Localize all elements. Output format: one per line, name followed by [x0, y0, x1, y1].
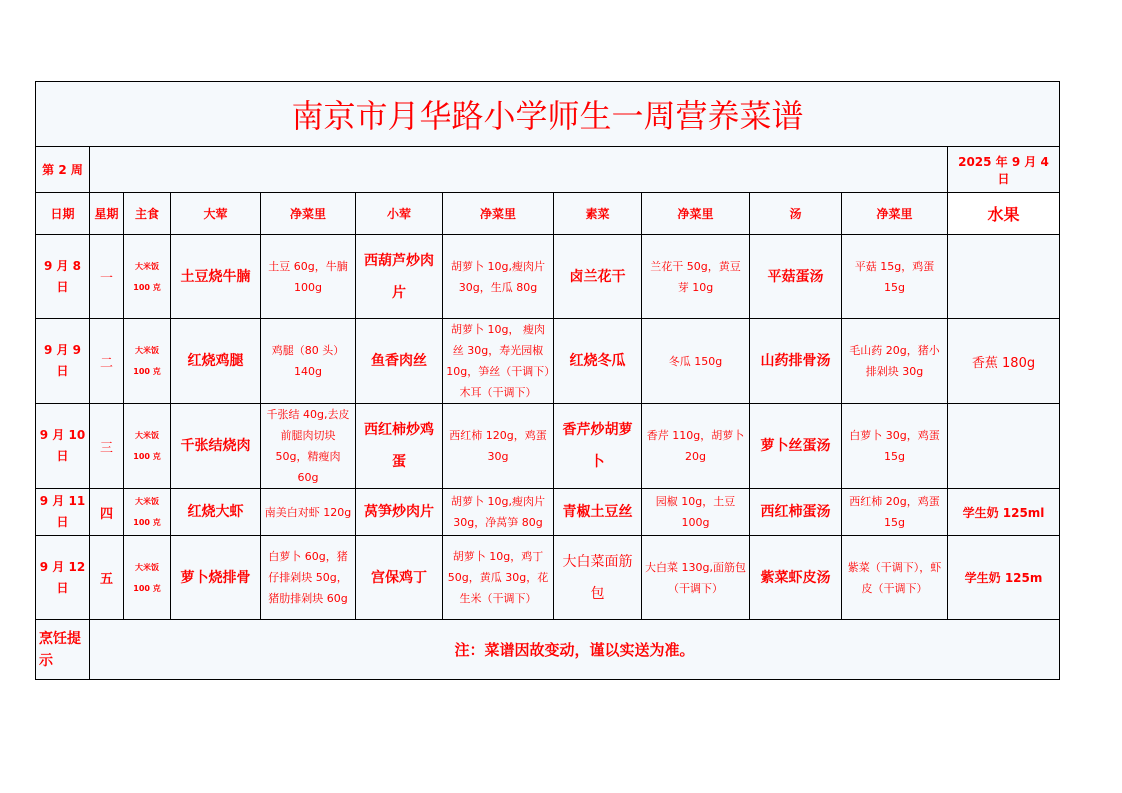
column-header: 净菜里: [642, 193, 750, 235]
vegetable-dish-cell: 香芹炒胡萝卜: [554, 404, 642, 489]
main-dish-cell: 土豆烧牛腩: [171, 235, 261, 319]
main-dish-cell: 红烧大虾: [171, 489, 261, 536]
side-dish-cell: 西红柿炒鸡蛋: [356, 404, 443, 489]
main-dish-quantity-cell: 南美白对虾 120g: [261, 489, 356, 536]
fruit-cell: 学生奶 125m: [948, 536, 1060, 620]
soup-cell: 紫菜虾皮汤: [750, 536, 842, 620]
side-dish-quantity-cell: 西红柿 120g，鸡蛋 30g: [443, 404, 554, 489]
column-header: 小荤: [356, 193, 443, 235]
staple-cell: 大米饭 100 克: [124, 404, 171, 489]
date-cell: 9 月 11 日: [36, 489, 90, 536]
soup-cell: 平菇蛋汤: [750, 235, 842, 319]
note-label: 烹饪提示: [36, 620, 90, 680]
note-row: [36, 620, 1060, 680]
column-header: 主食: [124, 193, 171, 235]
vegetable-quantity-cell: 冬瓜 150g: [642, 319, 750, 404]
vegetable-dish-cell: 红烧冬瓜: [554, 319, 642, 404]
vegetable-dish-cell: 大白菜面筋包: [554, 536, 642, 620]
vegetable-dish-cell: 卤兰花干: [554, 235, 642, 319]
column-header: 净菜里: [443, 193, 554, 235]
table-row: [36, 319, 1060, 404]
column-header: 水果: [948, 193, 1060, 235]
main-dish-cell: 红烧鸡腿: [171, 319, 261, 404]
menu-table: [35, 81, 1060, 680]
weekday-cell: 三: [90, 404, 124, 489]
side-dish-cell: 鱼香肉丝: [356, 319, 443, 404]
vegetable-dish-cell: 青椒土豆丝: [554, 489, 642, 536]
fruit-cell: [948, 235, 1060, 319]
vegetable-quantity-cell: 园椒 10g，土豆 100g: [642, 489, 750, 536]
staple-cell: 大米饭 100 克: [124, 536, 171, 620]
side-dish-quantity-cell: 胡萝卜 10g,瘦肉片 30g，净莴笋 80g: [443, 489, 554, 536]
fruit-cell: 香蕉 180g: [948, 319, 1060, 404]
soup-quantity-cell: 毛山药 20g，猪小排剁块 30g: [842, 319, 948, 404]
table-row: [36, 489, 1060, 536]
weekday-cell: 四: [90, 489, 124, 536]
publish-date: 2025 年 9 月 4 日: [948, 147, 1060, 193]
date-cell: 9 月 12 日: [36, 536, 90, 620]
week-label: 第 2 周: [36, 147, 90, 193]
main-dish-quantity-cell: 千张结 40g,去皮前腿肉切块 50g，精瘦肉 60g: [261, 404, 356, 489]
date-cell: 9 月 10 日: [36, 404, 90, 489]
staple-cell: 大米饭 100 克: [124, 319, 171, 404]
staple-cell: 大米饭 100 克: [124, 235, 171, 319]
side-dish-cell: 宫保鸡丁: [356, 536, 443, 620]
main-dish-quantity-cell: 鸡腿（80 头）140g: [261, 319, 356, 404]
staple-cell: 大米饭 100 克: [124, 489, 171, 536]
column-header: 净菜里: [842, 193, 948, 235]
side-dish-cell: 莴笋炒肉片: [356, 489, 443, 536]
side-dish-quantity-cell: 胡萝卜 10g，鸡丁 50g，黄瓜 30g，花生米（干调下）: [443, 536, 554, 620]
table-row: [36, 536, 1060, 620]
main-dish-cell: 萝卜烧排骨: [171, 536, 261, 620]
vegetable-quantity-cell: 大白菜 130g,面筋包（干调下）: [642, 536, 750, 620]
side-dish-quantity-cell: 胡萝卜 10g， 瘦肉丝 30g，寿光园椒 10g，笋丝（干调下）木耳（干调下）: [443, 319, 554, 404]
table-row: [36, 235, 1060, 319]
column-header: 素菜: [554, 193, 642, 235]
weekday-cell: 一: [90, 235, 124, 319]
fruit-cell: [948, 404, 1060, 489]
fruit-cell: 学生奶 125ml: [948, 489, 1060, 536]
vegetable-quantity-cell: 兰花干 50g，黄豆芽 10g: [642, 235, 750, 319]
soup-cell: 山药排骨汤: [750, 319, 842, 404]
main-dish-cell: 千张结烧肉: [171, 404, 261, 489]
soup-quantity-cell: 平菇 15g，鸡蛋 15g: [842, 235, 948, 319]
column-header: 大荤: [171, 193, 261, 235]
column-header: 净菜里: [261, 193, 356, 235]
table-row: [36, 404, 1060, 489]
weekday-cell: 二: [90, 319, 124, 404]
side-dish-quantity-cell: 胡萝卜 10g,瘦肉片 30g，生瓜 80g: [443, 235, 554, 319]
date-cell: 9 月 9 日: [36, 319, 90, 404]
note-text: 注：菜谱因故变动，谨以实送为准。: [90, 620, 1060, 680]
main-dish-quantity-cell: 土豆 60g，牛腩 100g: [261, 235, 356, 319]
main-dish-quantity-cell: 白萝卜 60g，猪仔排剁块 50g，猪肋排剁块 60g: [261, 536, 356, 620]
page-title: 南京市月华路小学师生一周营养菜谱: [36, 82, 1060, 147]
soup-quantity-cell: 西红柿 20g，鸡蛋 15g: [842, 489, 948, 536]
weekday-cell: 五: [90, 536, 124, 620]
date-cell: 9 月 8 日: [36, 235, 90, 319]
soup-cell: 萝卜丝蛋汤: [750, 404, 842, 489]
vegetable-quantity-cell: 香芹 110g，胡萝卜 20g: [642, 404, 750, 489]
week-spacer: [90, 147, 948, 193]
soup-quantity-cell: 白萝卜 30g，鸡蛋 15g: [842, 404, 948, 489]
soup-cell: 西红柿蛋汤: [750, 489, 842, 536]
column-header: 星期: [90, 193, 124, 235]
side-dish-cell: 西葫芦炒肉片: [356, 235, 443, 319]
soup-quantity-cell: 紫菜（干调下），虾皮（干调下）: [842, 536, 948, 620]
column-header: 汤: [750, 193, 842, 235]
column-header: 日期: [36, 193, 90, 235]
